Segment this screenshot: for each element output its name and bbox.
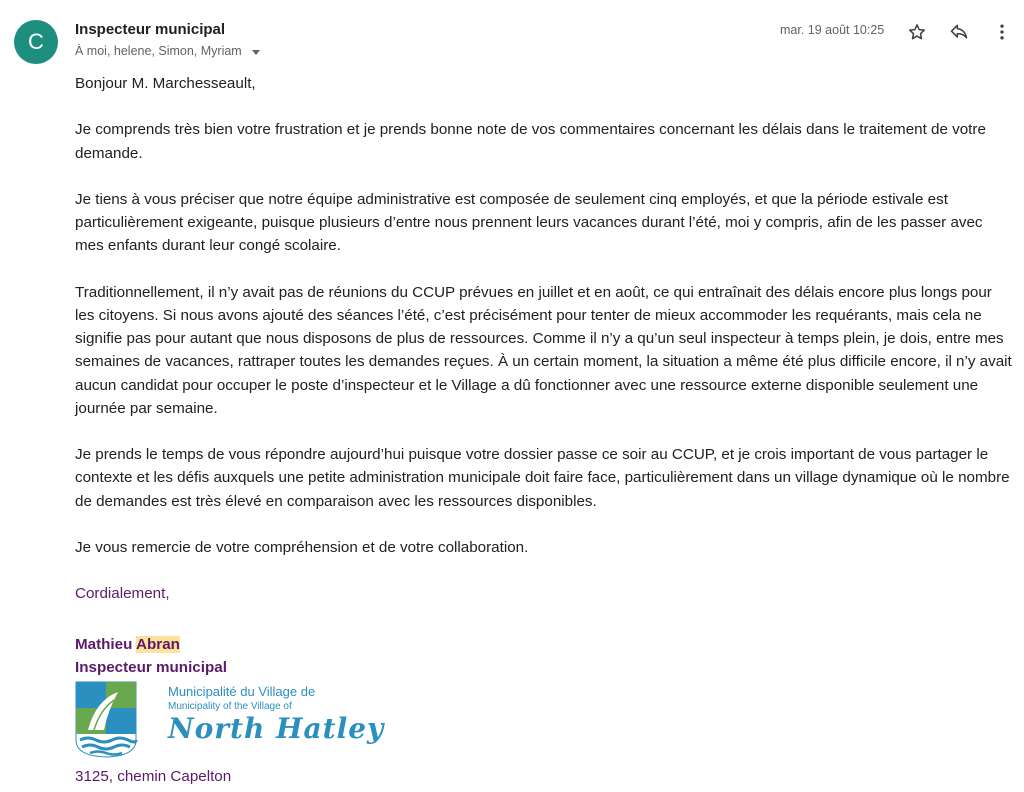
message-body — [75, 72, 1015, 629]
body-paragraph: Je vous remercie de votre compréhension et de votre collaboration. — [75, 538, 529, 556]
more-vert-icon — [992, 22, 1012, 42]
body-paragraph: Je prends le temps de vous répondre aujourd’hui puisque votre dossier passe ce soir au CCUP, et je crois important de vous partager le contexte et les défis auxquels une petite administration municipale doit faire face, particulièrement dans un village dynamique où le nombre de demandes est très élevé en comparaison avec les ressources disponibles. — [75, 446, 1010, 510]
sender-name[interactable]: Inspecteur municipal — [75, 21, 226, 38]
star-button[interactable] — [905, 20, 929, 44]
logo-text-english: Municipality of the Village of — [168, 701, 292, 712]
closing: Cordialement, — [75, 585, 170, 603]
signature-title: Inspecteur municipal — [75, 659, 227, 676]
body-paragraph: Je tiens à vous préciser que notre équipe administrative est composée de seulement cinq employés, et que la période estivale est particulièrement exigeante, puisque plusieurs d’entre nous prennent leurs vacances durant l’été, moi y compris, afin de les passer avec mes enfants durant leur congé scolaire. — [75, 190, 983, 255]
sender-avatar[interactable]: C — [14, 20, 58, 64]
reply-button[interactable] — [947, 20, 971, 44]
more-options-button[interactable] — [990, 20, 1014, 44]
recipients-expand-icon[interactable] — [252, 50, 260, 55]
body-paragraph: Je comprends très bien votre frustration et je prends bonne note de vos commentaires concernant les délais dans le traitement de votre demande. — [75, 121, 986, 162]
logo-text-north-hatley: North Hatley — [168, 712, 385, 745]
signature-address: 3125, chemin Capelton — [75, 768, 232, 785]
logo-text-french: Municipalité du Village de — [168, 684, 316, 699]
body-paragraph: Traditionnellement, il n’y avait pas de réunions du CCUP prévues en juillet et en août, ce qui entraînait des délais encore plus longs pour les citoyens. Si nous avons ajouté des séances l’été, c’est précisément pour tenter de mieux accommoder les requérants, mais cela ne signifie pas pour autant que nous disposons de plus de ressources. Comme il n’y a qu’un seul inspecteur à temps plein, je dois, entre mes semaines de vacances, rattraper toutes les demandes reçues. À un certain moment, la situation a même été plus difficile encore, il n’y avait aucun candidat pour occuper le poste d’inspecteur et le Village a dû fonctionner avec une ressource externe disponible seulement une journée par semaine. — [75, 283, 1012, 417]
recipients-text: À moi, helene, Simon, Myriam — [75, 44, 242, 58]
municipality-logo-icon — [74, 680, 138, 758]
signature-name — [75, 634, 180, 656]
star-icon — [907, 22, 927, 42]
recipients-line[interactable] — [75, 44, 260, 58]
reply-icon — [949, 22, 969, 42]
signature-last-name: Abran — [136, 636, 180, 653]
greeting: Bonjour M. Marchesseault, — [75, 75, 256, 92]
signature-first-name: Mathieu — [75, 636, 133, 653]
message-date: mar. 19 août 10:25 — [780, 23, 885, 37]
